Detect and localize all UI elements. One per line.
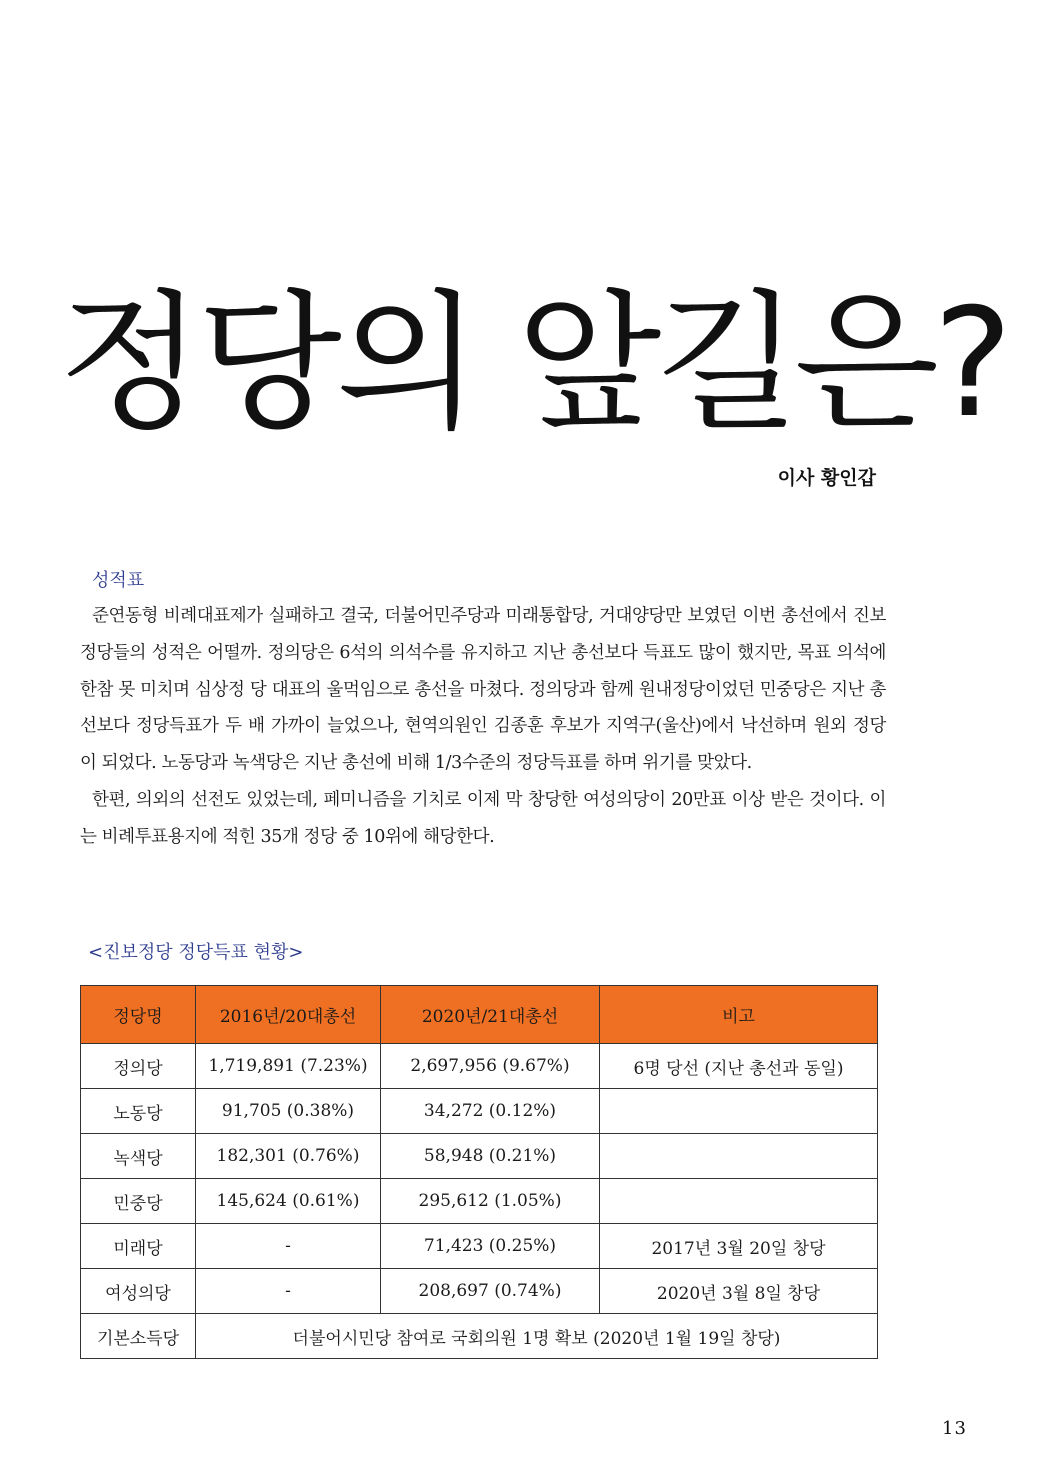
section-heading: 성적표 xyxy=(92,570,145,591)
cell-2016: - xyxy=(196,1224,381,1269)
paragraph: 준연동형 비례대표제가 실패하고 결국, 더불어민주당과 미래통합당, 거대양당만 보였던 이번 총선에서 진보정당들의 성적은 어떨까. 정의당은 6석의 의석수를 유지하고 지난 총선보다 득표도 많이 했지만, 목표 의석에 한참 못 미치며 심상정 당 대표의 울먹임으로 총선을 마쳤다. 정의당과 함께 원내정당이었던 민중당은 지난 총선보다 정당득표가 두 배 가까이 늘었으나, 현역의원인 김종훈 후보가 지역구(울산)에서 낙선하며 원외 정당이 되었다. 노동당과 녹색당은 지난 총선에 비해 1/3수준의 정당득표를 하며 위기를 맞았다. xyxy=(80,606,886,774)
cell-2016: 1,719,891 (7.23%) xyxy=(196,1044,381,1089)
page-title: 정당의 앞길은? xyxy=(58,276,1007,451)
paragraph: 한편, 의외의 선전도 있었는데, 페미니즘을 기치로 이제 막 창당한 여성의당이 20만표 이상 받은 것이다. 이는 비례투표용지에 적힌 35개 정당 중 10위에 해당한다. xyxy=(80,789,886,847)
cell-2016: 91,705 (0.38%) xyxy=(196,1089,381,1134)
table-header-row xyxy=(81,986,878,1044)
cell-party: 녹색당 xyxy=(81,1134,196,1179)
cell-note: 2020년 3월 8일 창당 xyxy=(600,1269,878,1314)
table-row xyxy=(81,1269,878,1314)
cell-2020: 71,423 (0.25%) xyxy=(381,1224,600,1269)
cell-party: 여성의당 xyxy=(81,1269,196,1314)
table-row xyxy=(81,1134,878,1179)
header-note: 비고 xyxy=(600,986,878,1044)
cell-2020: 208,697 (0.74%) xyxy=(381,1269,600,1314)
cell-party: 미래당 xyxy=(81,1224,196,1269)
header-party: 정당명 xyxy=(81,986,196,1044)
table-row xyxy=(81,1314,878,1359)
page-number: 13 xyxy=(942,1418,967,1439)
cell-2016: - xyxy=(196,1269,381,1314)
cell-2020: 34,272 (0.12%) xyxy=(381,1089,600,1134)
author-byline: 이사 황인갑 xyxy=(777,467,876,489)
cell-merged-note: 더불어시민당 참여로 국회의원 1명 확보 (2020년 1월 19일 창당) xyxy=(196,1314,878,1359)
vote-results-table xyxy=(80,985,878,1359)
table-row xyxy=(81,1224,878,1269)
cell-note xyxy=(600,1179,878,1224)
cell-2016: 145,624 (0.61%) xyxy=(196,1179,381,1224)
cell-party: 노동당 xyxy=(81,1089,196,1134)
table-row xyxy=(81,1179,878,1224)
table-row xyxy=(81,1089,878,1134)
cell-2020: 2,697,956 (9.67%) xyxy=(381,1044,600,1089)
cell-note: 2017년 3월 20일 창당 xyxy=(600,1224,878,1269)
cell-2016: 182,301 (0.76%) xyxy=(196,1134,381,1179)
cell-note: 6명 당선 (지난 총선과 동일) xyxy=(600,1044,878,1089)
table-row xyxy=(81,1044,878,1089)
article-body xyxy=(80,598,886,856)
cell-party: 기본소득당 xyxy=(81,1314,196,1359)
cell-party: 정의당 xyxy=(81,1044,196,1089)
table-caption: <진보정당 정당득표 현황> xyxy=(88,942,304,963)
cell-party: 민중당 xyxy=(81,1179,196,1224)
cell-note xyxy=(600,1089,878,1134)
cell-2020: 58,948 (0.21%) xyxy=(381,1134,600,1179)
header-2016: 2016년/20대총선 xyxy=(196,986,381,1044)
header-2020: 2020년/21대총선 xyxy=(381,986,600,1044)
cell-note xyxy=(600,1134,878,1179)
cell-2020: 295,612 (1.05%) xyxy=(381,1179,600,1224)
